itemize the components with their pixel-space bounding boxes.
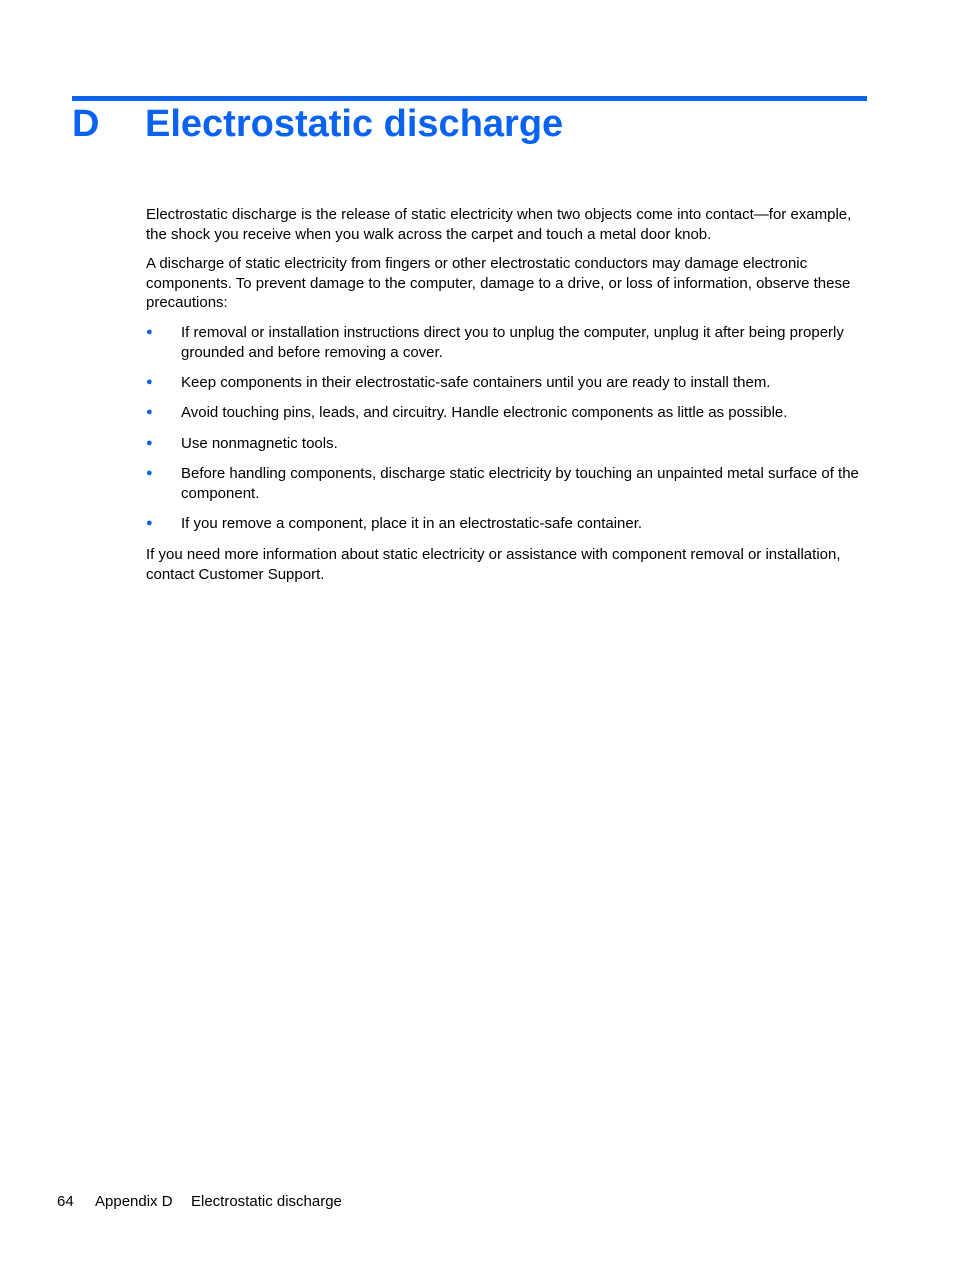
list-item-text: If you remove a component, place it in an electrostatic-safe container.: [181, 515, 643, 532]
page-title: Electrostatic discharge: [145, 103, 564, 145]
chapter-rule: [72, 96, 867, 101]
list-item-text: Keep components in their electrostatic-safe containers until you are ready to install them.: [181, 374, 771, 391]
list-item-text: Use nonmagnetic tools.: [181, 435, 338, 452]
page-number: 64: [57, 1193, 74, 1210]
bullet-icon: ●: [146, 406, 153, 418]
list-item-text: If removal or installation instructions direct you to unplug the computer, unplug it after being properly grounded and before removing a cover.: [181, 324, 844, 361]
list-item-text: Before handling components, discharge static electricity by touching an unpainted metal surface of the component.: [181, 465, 859, 502]
footer-appendix: Appendix D: [95, 1193, 173, 1210]
bullet-icon: ●: [146, 467, 153, 479]
bullet-icon: ●: [146, 437, 153, 449]
bullet-icon: ●: [146, 376, 153, 388]
bullet-icon: ●: [146, 326, 153, 338]
closing-paragraph: If you need more information about static electricity or assistance with component removal or installation, contact Customer Support.: [146, 546, 841, 583]
chapter-letter: D: [72, 103, 100, 145]
bullet-icon: ●: [146, 517, 153, 529]
precautions-paragraph: A discharge of static electricity from fingers or other electrostatic conductors may damage electronic components. To prevent damage to the computer, damage to a drive, or loss of information, observe these precautions:: [146, 255, 851, 311]
footer-section: Electrostatic discharge: [191, 1193, 342, 1210]
list-item-text: Avoid touching pins, leads, and circuitry. Handle electronic components as little as possible.: [181, 404, 788, 421]
page-footer: [57, 1192, 342, 1211]
intro-paragraph: Electrostatic discharge is the release of static electricity when two objects come into contact—for example, the shock you receive when you walk across the carpet and touch a metal door knob.: [146, 206, 852, 243]
